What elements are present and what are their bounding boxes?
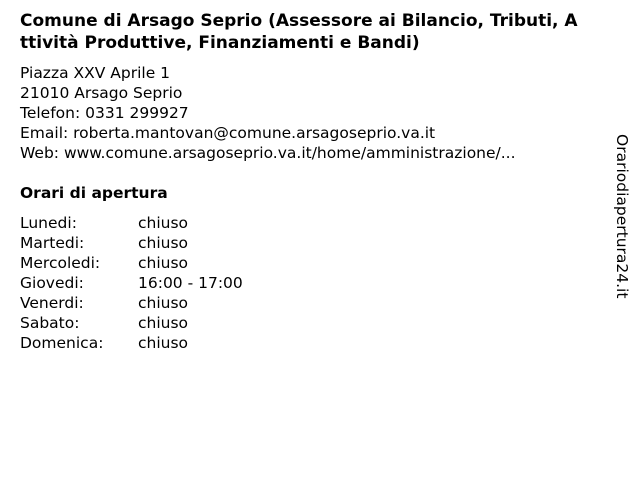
day-label: Venerdi: xyxy=(20,294,84,312)
day-hours: chiuso xyxy=(138,294,189,312)
phone-number: Telefon: 0331 299927 xyxy=(20,104,189,122)
hours-row-wednesday xyxy=(20,253,243,273)
street-address: Piazza XXV Aprile 1 xyxy=(20,64,171,82)
day-hours: chiuso xyxy=(138,214,189,232)
city-address: 21010 Arsago Seprio xyxy=(20,84,183,102)
day-label: Mercoledi: xyxy=(20,254,101,272)
day-label: Sabato: xyxy=(20,314,80,332)
day-hours: 16:00 - 17:00 xyxy=(138,274,243,292)
day-hours: chiuso xyxy=(138,254,189,272)
day-hours: chiuso xyxy=(138,334,189,352)
email-address: Email: roberta.mantovan@comune.arsagoseprio.va.it xyxy=(20,124,436,142)
opening-hours-table xyxy=(20,213,243,353)
hours-row-friday xyxy=(20,293,243,313)
day-label: Giovedi: xyxy=(20,274,84,292)
hours-row-thursday xyxy=(20,273,243,293)
page-title: Comune di Arsago Seprio (Assessore ai Bilancio, Tributi, Attività Produttive, Finanziamenti e Bandi) xyxy=(20,11,578,53)
hours-row-saturday xyxy=(20,313,243,333)
website-url: Web: www.comune.arsagoseprio.va.it/home/amministrazione/... xyxy=(20,144,516,162)
day-hours: chiuso xyxy=(138,314,189,332)
hours-row-sunday xyxy=(20,333,243,353)
day-label: Lunedi: xyxy=(20,214,77,232)
hours-row-monday xyxy=(20,213,243,233)
hours-row-tuesday xyxy=(20,233,243,253)
site-brand-watermark: Orariodiapertura24.it xyxy=(613,134,631,299)
opening-hours-heading: Orari di apertura xyxy=(20,184,168,202)
address-block xyxy=(20,63,516,163)
day-label: Martedi: xyxy=(20,234,85,252)
day-label: Domenica: xyxy=(20,334,104,352)
day-hours: chiuso xyxy=(138,234,189,252)
